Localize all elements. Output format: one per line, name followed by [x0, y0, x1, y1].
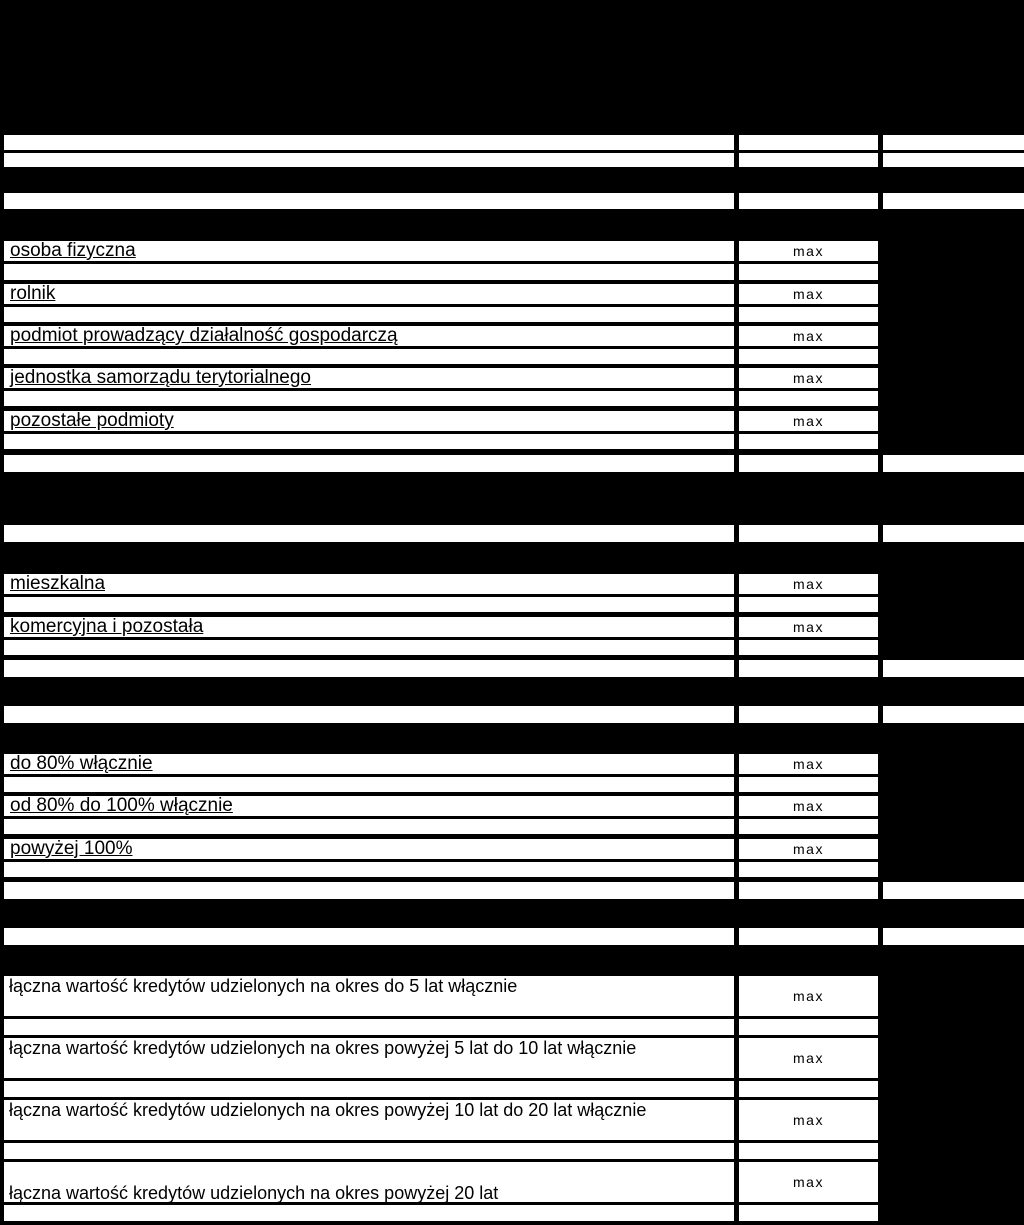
spacer-row	[4, 264, 734, 280]
spacer-row	[4, 1081, 734, 1097]
spacer-row	[4, 307, 734, 322]
spacer-row	[4, 597, 734, 612]
total-row-label	[4, 882, 734, 899]
max-label: max	[739, 411, 878, 431]
ltv-range-label: powyżej 100%	[4, 839, 734, 859]
max-label: max	[739, 796, 878, 816]
spacer-cell	[739, 434, 878, 449]
spacer-row	[4, 349, 734, 364]
maturity-range-label: łączna wartość kredytów udzielonych na okres powyżej 5 lat do 10 lat włącznie	[4, 1038, 734, 1078]
ltv-range-label: od 80% do 100% włącznie	[4, 796, 734, 816]
section-header-col3	[883, 928, 1024, 945]
section-header-col3	[883, 706, 1024, 723]
borrower-type-label: osoba fizyczna	[4, 241, 734, 261]
max-label: max	[739, 1162, 878, 1202]
section-header-label	[4, 525, 734, 542]
spacer-cell	[739, 597, 878, 612]
section-header-label	[4, 706, 734, 723]
max-label: max	[739, 368, 878, 388]
header-row-2-label	[4, 153, 734, 167]
total-row-col3	[883, 882, 1024, 899]
spacer-cell	[739, 1081, 878, 1097]
ltv-range-label: do 80% włącznie	[4, 754, 734, 774]
total-row-col2	[739, 455, 878, 472]
max-label: max	[739, 754, 878, 774]
spacer-row	[4, 1019, 734, 1035]
max-label: max	[739, 574, 878, 594]
max-label: max	[739, 617, 878, 637]
header-row-1-col3	[883, 135, 1024, 150]
spacer-cell	[739, 1205, 878, 1221]
max-label: max	[739, 1100, 878, 1140]
max-label: max	[739, 284, 878, 304]
section-header-label	[4, 928, 734, 945]
borrower-type-label: podmiot prowadzący działalność gospodarczą	[4, 326, 734, 346]
header-row-1-label	[4, 135, 734, 150]
spacer-cell	[739, 1019, 878, 1035]
spacer-row	[4, 434, 734, 449]
borrower-type-label: jednostka samorządu terytorialnego	[4, 368, 734, 388]
spacer-cell	[739, 862, 878, 877]
header-row-3-label	[4, 193, 734, 209]
maturity-range-label: łączna wartość kredytów udzielonych na okres powyżej 20 lat	[4, 1162, 734, 1202]
max-label: max	[739, 839, 878, 859]
total-row-label	[4, 455, 734, 472]
header-row-2-col3	[883, 153, 1024, 167]
spacer-cell	[739, 307, 878, 322]
spacer-row	[4, 777, 734, 792]
spacer-row	[4, 640, 734, 655]
header-row-3-col2	[739, 193, 878, 209]
property-type-label: komercyjna i pozostała	[4, 617, 734, 637]
spacer-row	[4, 862, 734, 877]
borrower-type-label: rolnik	[4, 284, 734, 304]
spacer-row	[4, 1205, 734, 1221]
spacer-row	[4, 1143, 734, 1159]
maturity-range-label: łączna wartość kredytów udzielonych na okres powyżej 10 lat do 20 lat włącznie	[4, 1100, 734, 1140]
spacer-cell	[739, 1143, 878, 1159]
max-label: max	[739, 241, 878, 261]
spacer-cell	[739, 640, 878, 655]
max-label: max	[739, 1038, 878, 1078]
section-header-col2	[739, 525, 878, 542]
header-row-1-col2	[739, 135, 878, 150]
max-label: max	[739, 976, 878, 1016]
total-row-col2	[739, 882, 878, 899]
maturity-range-label: łączna wartość kredytów udzielonych na okres do 5 lat włącznie	[4, 976, 734, 1016]
spacer-cell	[739, 819, 878, 834]
borrower-type-label: pozostałe podmioty	[4, 411, 734, 431]
spacer-row	[4, 391, 734, 406]
spacer-cell	[739, 264, 878, 280]
total-row-col3	[883, 455, 1024, 472]
spacer-cell	[739, 391, 878, 406]
section-header-col2	[739, 706, 878, 723]
spacer-cell	[739, 777, 878, 792]
total-row-col2	[739, 660, 878, 677]
header-row-2-col2	[739, 153, 878, 167]
max-label: max	[739, 326, 878, 346]
section-header-col2	[739, 928, 878, 945]
total-row-label	[4, 660, 734, 677]
spacer-row	[4, 819, 734, 834]
total-row-col3	[883, 660, 1024, 677]
header-row-3-col3	[883, 193, 1024, 209]
property-type-label: mieszkalna	[4, 574, 734, 594]
spacer-cell	[739, 349, 878, 364]
section-header-col3	[883, 525, 1024, 542]
